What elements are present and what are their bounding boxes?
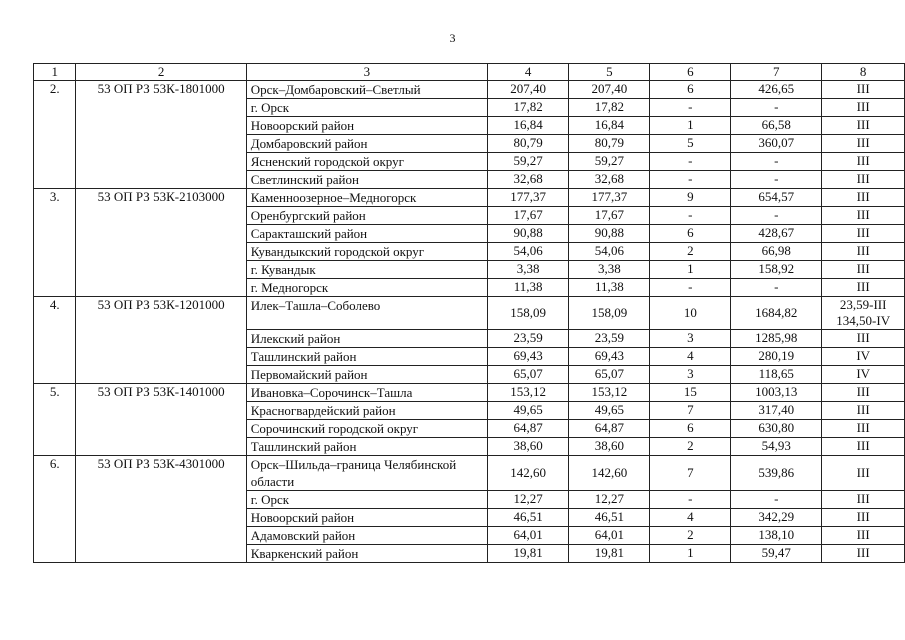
- road-name: Домбаровский район: [246, 135, 487, 153]
- value-c8: III: [822, 509, 905, 527]
- row-number: 4.: [34, 297, 76, 384]
- value-c4: 65,07: [488, 366, 569, 384]
- value-c4: 207,40: [488, 81, 569, 99]
- value-c5: 64,87: [569, 420, 650, 438]
- value-c8: III: [822, 527, 905, 545]
- value-c7: 1285,98: [731, 330, 822, 348]
- row-number: 5.: [34, 384, 76, 456]
- value-c5: 59,27: [569, 153, 650, 171]
- road-code: 53 ОП РЗ 53К-1801000: [76, 81, 246, 189]
- value-c4: 17,82: [488, 99, 569, 117]
- value-c6: 1: [650, 117, 731, 135]
- header-row: [34, 64, 905, 81]
- table-row: [34, 384, 905, 402]
- value-c6: 5: [650, 135, 731, 153]
- value-c7: 118,65: [731, 366, 822, 384]
- value-c4: 49,65: [488, 402, 569, 420]
- value-c8: III: [822, 243, 905, 261]
- category-line: 134,50-IV: [836, 313, 891, 328]
- value-c7: 426,65: [731, 81, 822, 99]
- value-c5: 177,37: [569, 189, 650, 207]
- category-line: 23,59-III: [839, 297, 887, 312]
- road-name: Ивановка–Сорочинск–Ташла: [246, 384, 487, 402]
- value-c4: 32,68: [488, 171, 569, 189]
- value-c5: 158,09: [569, 297, 650, 330]
- value-c8: III: [822, 261, 905, 279]
- value-c4: 16,84: [488, 117, 569, 135]
- value-c8: III: [822, 135, 905, 153]
- value-c6: 2: [650, 527, 731, 545]
- value-c7: 54,93: [731, 438, 822, 456]
- value-c6: 7: [650, 402, 731, 420]
- road-name: Саракташский район: [246, 225, 487, 243]
- value-c7: 360,07: [731, 135, 822, 153]
- table-row: [34, 189, 905, 207]
- column-header: 2: [76, 64, 246, 81]
- value-c7: 317,40: [731, 402, 822, 420]
- category-cell: [822, 297, 905, 330]
- value-c7: -: [731, 279, 822, 297]
- page-number: 3: [449, 31, 456, 45]
- road-code: 53 ОП РЗ 53К-1201000: [76, 297, 246, 384]
- value-c8: III: [822, 171, 905, 189]
- road-name: г. Орск: [246, 491, 487, 509]
- road-name: Каменноозерное–Медногорск: [246, 189, 487, 207]
- value-c4: 12,27: [488, 491, 569, 509]
- row-number: 6.: [34, 456, 76, 563]
- road-name: Илек–Ташла–Соболево: [246, 297, 487, 330]
- value-c5: 54,06: [569, 243, 650, 261]
- value-c8: III: [822, 456, 905, 491]
- row-number: 2.: [34, 81, 76, 189]
- road-name: Адамовский район: [246, 527, 487, 545]
- value-c4: 38,60: [488, 438, 569, 456]
- value-c8: III: [822, 207, 905, 225]
- road-name: г. Кувандык: [246, 261, 487, 279]
- value-c6: 6: [650, 420, 731, 438]
- column-header: 5: [569, 64, 650, 81]
- value-c7: 1684,82: [731, 297, 822, 330]
- value-c8: III: [822, 189, 905, 207]
- value-c5: 49,65: [569, 402, 650, 420]
- value-c6: 15: [650, 384, 731, 402]
- column-header: 8: [822, 64, 905, 81]
- value-c4: 64,01: [488, 527, 569, 545]
- road-name: Кувандыкский городской округ: [246, 243, 487, 261]
- value-c7: 66,98: [731, 243, 822, 261]
- value-c4: 54,06: [488, 243, 569, 261]
- road-name: Ташлинский район: [246, 348, 487, 366]
- road-name: Светлинский район: [246, 171, 487, 189]
- value-c8: IV: [822, 366, 905, 384]
- value-c4: 11,38: [488, 279, 569, 297]
- value-c6: 6: [650, 225, 731, 243]
- value-c6: 10: [650, 297, 731, 330]
- value-c6: -: [650, 171, 731, 189]
- value-c4: 3,38: [488, 261, 569, 279]
- value-c6: 4: [650, 348, 731, 366]
- value-c8: III: [822, 117, 905, 135]
- value-c8: III: [822, 99, 905, 117]
- road-name: Сорочинский городской округ: [246, 420, 487, 438]
- value-c4: 80,79: [488, 135, 569, 153]
- road-name: г. Медногорск: [246, 279, 487, 297]
- value-c6: 6: [650, 81, 731, 99]
- value-c7: 630,80: [731, 420, 822, 438]
- value-c5: 153,12: [569, 384, 650, 402]
- value-c8: III: [822, 330, 905, 348]
- value-c5: 69,43: [569, 348, 650, 366]
- road-name: Кваркенский район: [246, 545, 487, 563]
- value-c6: 7: [650, 456, 731, 491]
- road-name: Новоорский район: [246, 509, 487, 527]
- value-c4: 64,87: [488, 420, 569, 438]
- value-c5: 142,60: [569, 456, 650, 491]
- value-c6: 2: [650, 438, 731, 456]
- value-c5: 12,27: [569, 491, 650, 509]
- value-c8: III: [822, 491, 905, 509]
- value-c4: 177,37: [488, 189, 569, 207]
- value-c8: III: [822, 81, 905, 99]
- column-header: 4: [488, 64, 569, 81]
- value-c7: 158,92: [731, 261, 822, 279]
- value-c6: 3: [650, 366, 731, 384]
- value-c5: 65,07: [569, 366, 650, 384]
- road-name: Орск–Домбаровский–Светлый: [246, 81, 487, 99]
- value-c4: 153,12: [488, 384, 569, 402]
- road-name: Оренбургский район: [246, 207, 487, 225]
- road-name: Орск–Шильда–граница Челябинской области: [246, 456, 487, 491]
- road-name: Красногвардейский район: [246, 402, 487, 420]
- value-c5: 80,79: [569, 135, 650, 153]
- value-c7: 428,67: [731, 225, 822, 243]
- value-c4: 90,88: [488, 225, 569, 243]
- table-row: [34, 297, 905, 330]
- value-c7: 66,58: [731, 117, 822, 135]
- road-code: 53 ОП РЗ 53К-1401000: [76, 384, 246, 456]
- value-c7: 342,29: [731, 509, 822, 527]
- road-name: Ясненский городской округ: [246, 153, 487, 171]
- value-c7: -: [731, 153, 822, 171]
- value-c8: III: [822, 402, 905, 420]
- road-name: Новоорский район: [246, 117, 487, 135]
- value-c4: 23,59: [488, 330, 569, 348]
- road-name: Илекский район: [246, 330, 487, 348]
- value-c5: 17,67: [569, 207, 650, 225]
- value-c7: -: [731, 207, 822, 225]
- value-c4: 69,43: [488, 348, 569, 366]
- value-c6: -: [650, 491, 731, 509]
- value-c4: 19,81: [488, 545, 569, 563]
- value-c8: III: [822, 420, 905, 438]
- value-c6: 4: [650, 509, 731, 527]
- value-c5: 11,38: [569, 279, 650, 297]
- value-c8: III: [822, 153, 905, 171]
- value-c6: 3: [650, 330, 731, 348]
- value-c5: 3,38: [569, 261, 650, 279]
- value-c5: 64,01: [569, 527, 650, 545]
- value-c5: 17,82: [569, 99, 650, 117]
- value-c7: 654,57: [731, 189, 822, 207]
- column-header: 3: [246, 64, 487, 81]
- value-c6: -: [650, 153, 731, 171]
- value-c7: -: [731, 491, 822, 509]
- road-name: Первомайский район: [246, 366, 487, 384]
- value-c6: 1: [650, 261, 731, 279]
- value-c7: 59,47: [731, 545, 822, 563]
- value-c4: 59,27: [488, 153, 569, 171]
- road-code: 53 ОП РЗ 53К-4301000: [76, 456, 246, 563]
- value-c5: 23,59: [569, 330, 650, 348]
- table-row: [34, 456, 905, 491]
- value-c6: -: [650, 207, 731, 225]
- value-c4: 158,09: [488, 297, 569, 330]
- value-c6: 9: [650, 189, 731, 207]
- column-header: 1: [34, 64, 76, 81]
- value-c5: 90,88: [569, 225, 650, 243]
- row-number: 3.: [34, 189, 76, 297]
- value-c8: IV: [822, 348, 905, 366]
- value-c8: III: [822, 545, 905, 563]
- value-c4: 142,60: [488, 456, 569, 491]
- value-c7: 1003,13: [731, 384, 822, 402]
- value-c6: 2: [650, 243, 731, 261]
- value-c5: 46,51: [569, 509, 650, 527]
- value-c5: 32,68: [569, 171, 650, 189]
- value-c7: 280,19: [731, 348, 822, 366]
- value-c8: III: [822, 225, 905, 243]
- road-code: 53 ОП РЗ 53К-2103000: [76, 189, 246, 297]
- value-c7: -: [731, 99, 822, 117]
- value-c5: 38,60: [569, 438, 650, 456]
- value-c6: -: [650, 99, 731, 117]
- value-c8: III: [822, 384, 905, 402]
- value-c4: 17,67: [488, 207, 569, 225]
- value-c8: III: [822, 438, 905, 456]
- value-c4: 46,51: [488, 509, 569, 527]
- roads-table: [33, 63, 905, 563]
- value-c6: -: [650, 279, 731, 297]
- column-header: 6: [650, 64, 731, 81]
- value-c7: 138,10: [731, 527, 822, 545]
- value-c5: 207,40: [569, 81, 650, 99]
- value-c7: 539,86: [731, 456, 822, 491]
- value-c5: 19,81: [569, 545, 650, 563]
- table-row: [34, 81, 905, 99]
- value-c6: 1: [650, 545, 731, 563]
- column-header: 7: [731, 64, 822, 81]
- value-c8: III: [822, 279, 905, 297]
- road-name: г. Орск: [246, 99, 487, 117]
- value-c5: 16,84: [569, 117, 650, 135]
- road-name: Ташлинский район: [246, 438, 487, 456]
- value-c7: -: [731, 171, 822, 189]
